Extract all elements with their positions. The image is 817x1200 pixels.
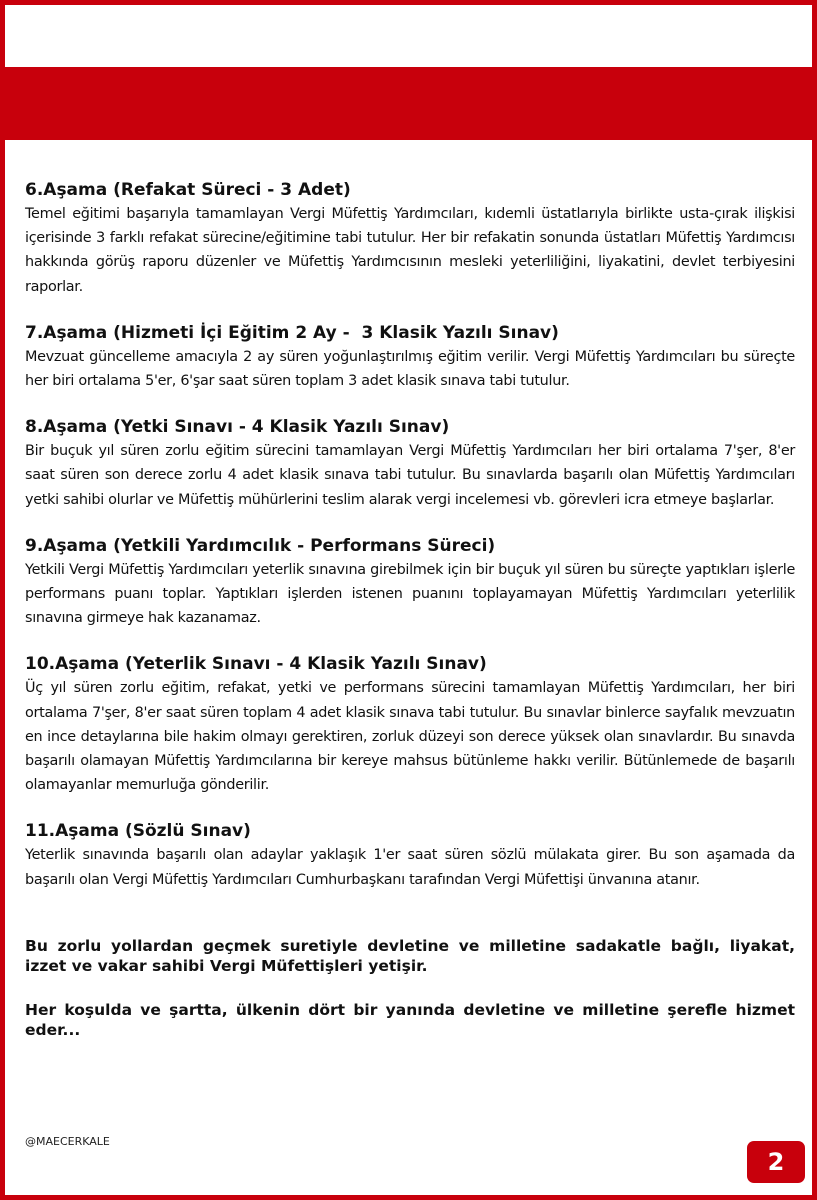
stage-11-section xyxy=(25,819,795,891)
section-title: 6.Aşama (Refakat Süreci - 3 Adet) xyxy=(25,180,351,200)
section-body: Yetkili Vergi Müfettiş Yardımcıları yeterlik sınavına girebilmek için bir buçuk yıl süren bu süreçte yaptıkları işlerle performans puanı toplar. Yaptıkları işlerden istenen puanını toplayamayan Müfettiş Yardımcıları yeterlilik sınavına girmeye hak kazanamaz. xyxy=(25,561,795,627)
stage-10-section xyxy=(25,652,795,797)
section-body: Temel eğitimi başarıyla tamamlayan Vergi Müfettiş Yardımcıları, kıdemli üstatlarıyla birlikte usta-çırak ilişkisi içerisinde 3 farklı refakat sürecine/eğitimine tabi tutulur. Her bir refakatin sonunda üstatları Müfettiş Yardımcısı hakkında görüş raporu düzenler ve Müfettiş Yardımcısının mesleki yeterliliğini, liyakatini, devlet terbiyesini raporlar. xyxy=(25,206,795,295)
section-title: 9.Aşama (Yetkili Yardımcılık - Performans Süreci) xyxy=(25,535,496,556)
content-panel xyxy=(5,140,812,1195)
section-title: 7.Aşama (Hizmeti İçi Eğitim 2 Ay - 3 Klasik Yazılı Sınav) xyxy=(25,322,559,343)
section-title: 11.Aşama (Sözlü Sınav) xyxy=(25,821,251,842)
stage-9-section xyxy=(25,534,795,631)
section-title: 8.Aşama (Yetki Sınavı - 4 Klasik Yazılı Sınav) xyxy=(25,417,450,438)
closing-statement xyxy=(25,936,795,1040)
stage-8-section xyxy=(25,415,795,512)
section-title: 10.Aşama (Yeterlik Sınavı - 4 Klasik Yazılı Sınav) xyxy=(25,654,487,675)
page-number-badge: 2 xyxy=(747,1141,805,1183)
stage-6-section xyxy=(25,178,795,299)
closing-line-1: Bu zorlu yollardan geçmek suretiyle devletine ve milletine sadakatle bağlı, liyakat, izzet ve vakar sahibi Vergi Müfettişleri yetişir. xyxy=(25,936,795,975)
section-body: Üç yıl süren zorlu eğitim, refakat, yetki ve performans sürecini tamamlayan Müfettiş Yardımcıları, her biri ortalama 7'şer, 8'er saat süren toplam 4 adet klasik sınava tabi tutulur. Bu sınavlar binlerce sayfalık mevzuatın en ince detaylarına bile hakim olmayı gerektiren, zorluk düzeyi son derece yüksek olan sınavlardır. Bu sınavda başarılı olamayan Müfettiş Yardımcılarına bir kereye mahsus bütünleme hakkı verilir. Bütünlemede de başarılı olamayanlar memurluğa gönderilir. xyxy=(25,680,795,794)
section-body: Bir buçuk yıl süren zorlu eğitim sürecini tamamlayan Vergi Müfettiş Yardımcıları her biri ortalama 7'şer, 8'er saat süren son derece zorlu 4 adet klasik sınava tabi tutulur. Bu sınavlarda başarılı olan Müfettiş Yardımcıları yetki sahibi olurlar ve Müfettiş mühürlerini teslim alarak vergi incelemesi vb. görevleri icra etmeye başlarlar. xyxy=(25,443,795,508)
author-handle: @MAECERKALE xyxy=(25,1135,110,1148)
section-body: Yeterlik sınavında başarılı olan adaylar yaklaşık 1'er saat süren sözlü mülakata girer. Bu son aşamada da başarılı olan Vergi Müfettiş Yardımcıları Cumhurbaşkanı tarafından Vergi Müfettişi ünvanına atanır. xyxy=(25,847,795,888)
section-body: Mevzuat güncelleme amacıyla 2 ay süren yoğunlaştırılmış eğitim verilir. Vergi Müfettiş Yardımcıları bu süreçte her biri ortalama 5'er, 6'şar saat süren toplam 3 adet klasik sınava tabi tutulur. xyxy=(25,348,795,390)
closing-line-2: Her koşulda ve şartta, ülkenin dört bir yanında devletine ve milletine şerefle hizmet eder... xyxy=(25,1000,795,1039)
stage-7-section xyxy=(25,321,795,393)
top-banner xyxy=(5,5,812,67)
